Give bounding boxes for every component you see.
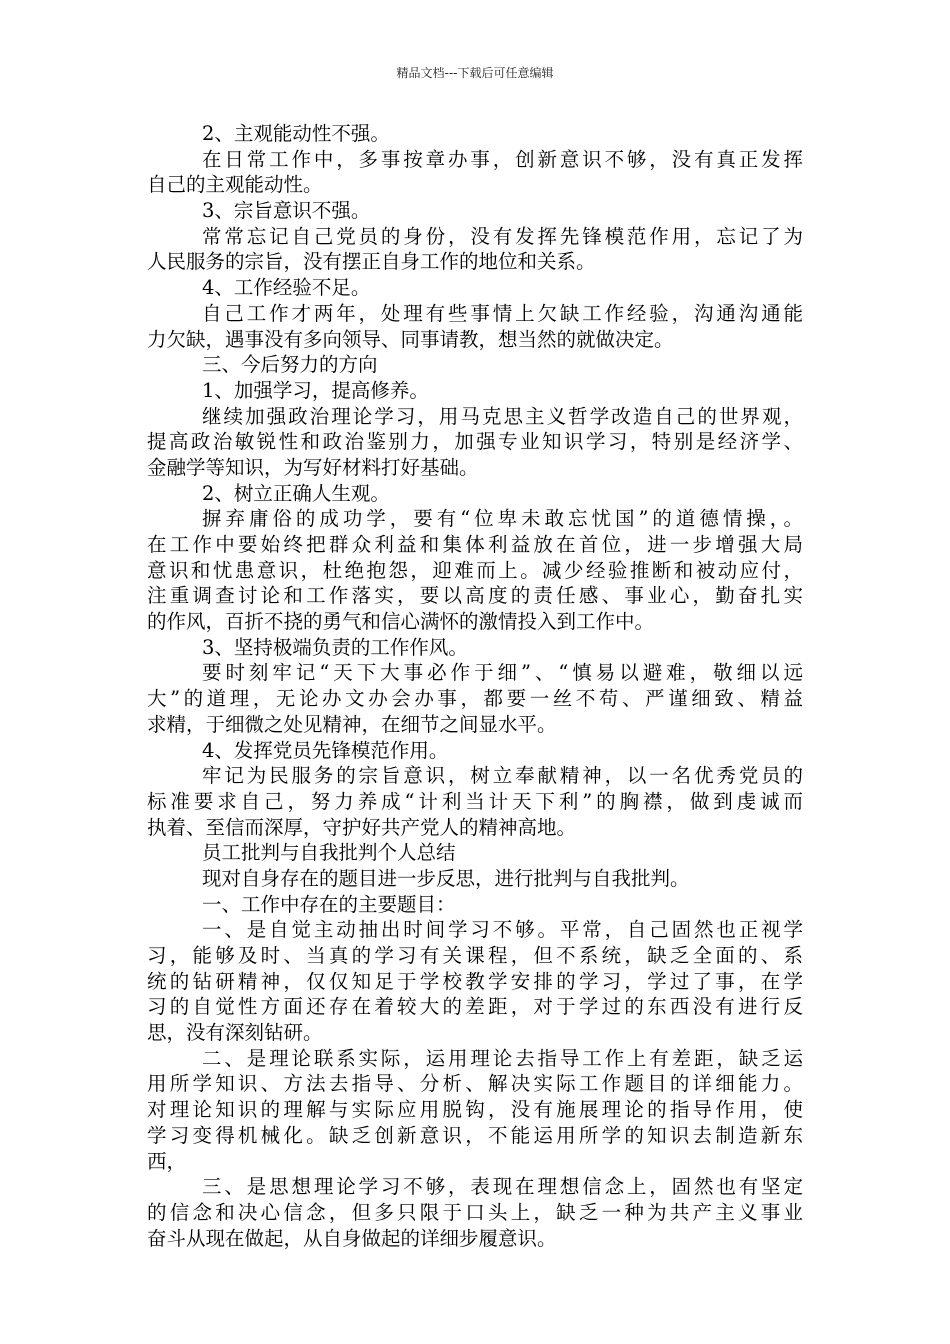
- text-line: 在工作中要始终把群众利益和集体利益放在首位，进一步增强大局: [147, 533, 803, 556]
- text-line: 执着、至信而深厚，守护好共产党人的精神高地。: [147, 815, 577, 839]
- text-line: 一、是自觉主动抽出时间学习不够。平常，自己固然也正视学: [202, 918, 803, 942]
- text-line: 习，能够及时、当真的学习有关课程，但不系统，缺乏全面的、系: [147, 944, 803, 967]
- text-line: 2、主观能动性不强。: [202, 122, 390, 145]
- text-line: 现对自身存在的题目进一步反思，进行批判与自我批判。: [202, 866, 690, 890]
- text-line: 2、树立正确人生观。: [202, 481, 390, 505]
- text-line: 在日常工作中，多事按章办事，创新意识不够，没有真正发挥: [202, 147, 803, 171]
- text-line: 思，没有深刻钻研。: [147, 1021, 323, 1045]
- text-line: 二、是理论联系实际，运用理论去指导工作上有差距，缺乏运: [202, 1046, 803, 1070]
- text-line: 三、今后努力的方向: [202, 353, 378, 377]
- text-line: 4、发挥党员先锋模范作用。: [202, 738, 449, 762]
- text-line: 标准要求自己，努力养成“计利当计天下利”的胸襟，做到虔诚而: [147, 789, 803, 813]
- text-line: 的信念和决心信念，但多只限于口头上，缺乏一种为共产主义事业: [147, 1200, 803, 1224]
- text-line: 用所学知识、方法去指导、分析、解决实际工作题目的详细能力。: [147, 1072, 803, 1096]
- text-line: 西，: [147, 1149, 187, 1173]
- text-line: 自己工作才两年，处理有些事情上欠缺工作经验，沟通沟通能: [202, 301, 803, 325]
- text-line: 奋斗从现在做起，从自身做起的详细步履意识。: [147, 1226, 557, 1250]
- text-line: 1、加强学习，提高修养。: [202, 378, 429, 402]
- text-line: 金融学等知识，为写好材料打好基础。: [147, 455, 479, 479]
- text-line: 大”的道理，无论办文办会办事，都要一丝不苟、严谨细致、精益: [147, 687, 803, 711]
- text-line: 3、宗旨意识不强。: [202, 199, 371, 223]
- text-line: 三、是思想理论学习不够，表现在理想信念上，固然也有坚定: [202, 1175, 803, 1199]
- text-line: 员工批判与自我批判个人总结: [202, 841, 456, 865]
- text-line: 对理论知识的理解与实际应用脱钩，没有施展理论的指导作用，使: [147, 1098, 803, 1122]
- text-line: 学习变得机械化。缺乏创新意识，不能运用所学的知识去制造新东: [147, 1123, 803, 1147]
- text-line: 求精，于细微之处见精神，在细节之间显水平。: [147, 712, 557, 736]
- page-header: 精品文档---下载后可任意编辑: [396, 66, 554, 80]
- text-line: 统的钻研精神，仅仅知足于学校教学安排的学习，学过了事，在学: [147, 969, 803, 993]
- text-line: 的作风，百折不挠的勇气和信心满怀的激情投入到工作中。: [147, 610, 655, 634]
- text-line: 常常忘记自己党员的身份，没有发挥先锋模范作用，忘记了为: [202, 224, 803, 248]
- text-line: 意识和忧患意识，杜绝抱怨，迎难而上。减少经验推断和被动应付，: [147, 558, 803, 582]
- text-line: 注重调查讨论和工作落实，要以高度的责任感、事业心，勤奋扎实: [147, 584, 803, 608]
- text-line: 自己的主观能动性。: [147, 173, 323, 197]
- text-line: 牢记为民服务的宗旨意识，树立奉献精神，以一名优秀党员的: [202, 764, 803, 788]
- text-line: 人民服务的宗旨，没有摆正自身工作的地位和关系。: [147, 250, 596, 274]
- text-line: 4、工作经验不足。: [202, 276, 371, 300]
- text-line: 继续加强政治理论学习，用马克思主义哲学改造自己的世界观，: [202, 404, 803, 428]
- text-line: 要时刻牢记“天下大事必作于细”、“慎易以避难，敬细以远: [202, 661, 803, 685]
- text-line: 3、坚持极端负责的工作作风。: [202, 635, 468, 659]
- text-line: 习的自觉性方面还存在着较大的差距，对于学过的东西没有进行反: [147, 995, 803, 1019]
- text-line: 摒弃庸俗的成功学，要有“位卑未敢忘忧国”的道德情操，。: [202, 507, 803, 531]
- text-line: 一、工作中存在的主要题目：: [202, 892, 456, 916]
- text-line: 提高政治敏锐性和政治鉴别力，加强专业知识学习，特别是经济学、: [147, 430, 803, 454]
- text-line: 力欠缺，遇事没有多向领导、同事请教，想当然的就做决定。: [147, 327, 674, 351]
- document-body: [147, 121, 803, 1251]
